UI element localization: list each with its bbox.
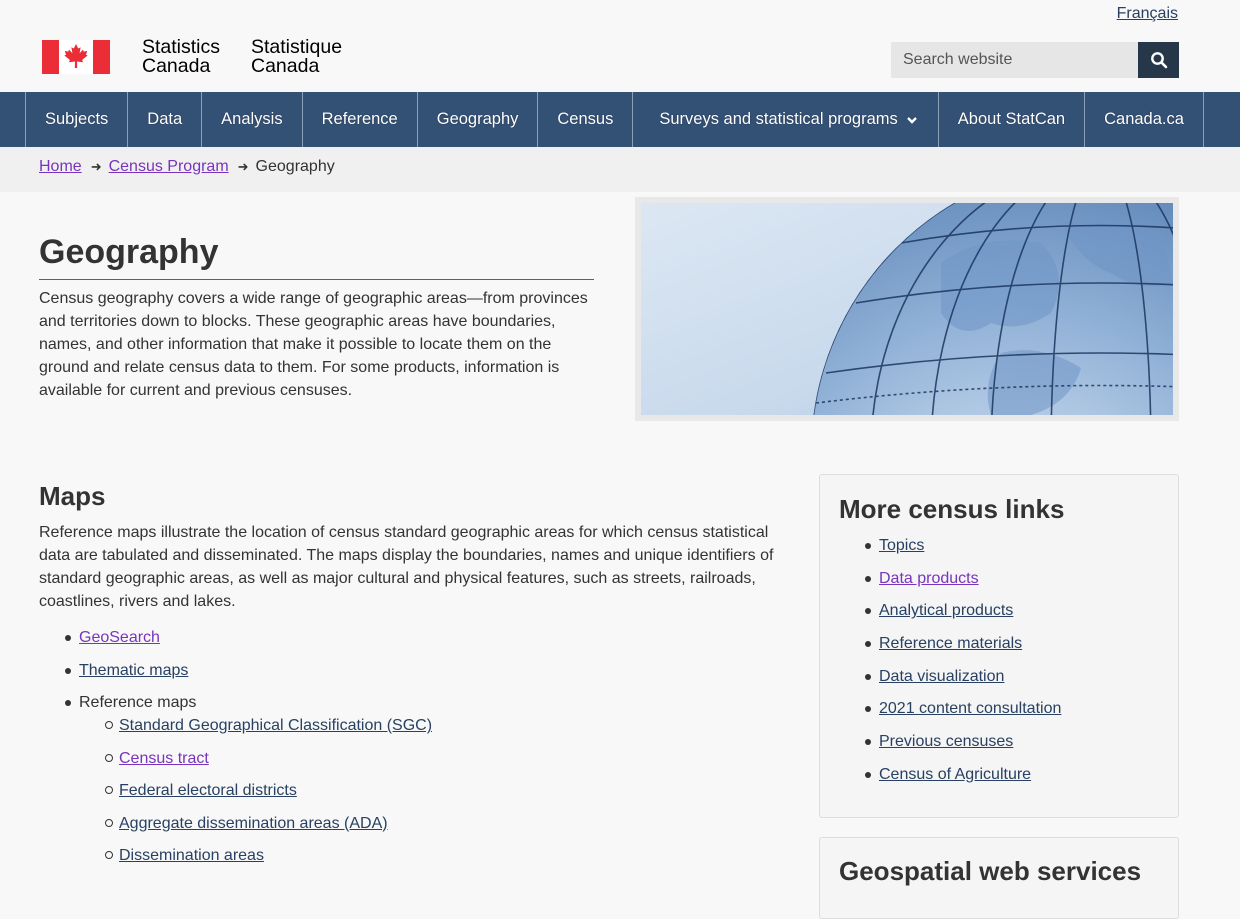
ada-link[interactable]: Aggregate dissemination areas (ADA) [119, 814, 388, 832]
list-item [39, 691, 432, 877]
nav-item-surveys-label: Surveys and statistical programs [659, 110, 898, 128]
list-item [839, 534, 1061, 567]
nav-item-geography[interactable]: Geography [436, 110, 519, 128]
hero-image-frame [635, 197, 1179, 421]
chevron-down-icon [906, 115, 918, 125]
canada-flag-icon [42, 40, 110, 74]
list-item [839, 567, 1061, 600]
list-item [839, 730, 1061, 763]
reference-maps-sublist [79, 714, 432, 877]
data-visualization-link[interactable]: Data visualization [879, 667, 1005, 685]
thematic-maps-link[interactable]: Thematic maps [79, 661, 189, 679]
list-item [79, 779, 432, 812]
geospatial-web-services-title: Geospatial web services [839, 856, 1142, 886]
main-navigation [0, 92, 1240, 147]
maps-list [39, 626, 432, 877]
nav-item-about-statcan[interactable]: About StatCan [957, 110, 1066, 128]
list-item [839, 632, 1061, 665]
nav-item-subjects[interactable]: Subjects [45, 110, 109, 128]
list-item [79, 812, 432, 845]
search-input[interactable] [891, 42, 1138, 78]
reference-materials-link[interactable]: Reference materials [879, 635, 1023, 653]
wordmark-en-line2: Canada [142, 55, 211, 77]
geospatial-web-services-panel [819, 837, 1179, 919]
topics-link[interactable]: Topics [879, 537, 925, 554]
maps-heading: Maps [39, 481, 106, 511]
more-census-links-title: More census links [839, 494, 1065, 524]
list-item [79, 844, 432, 877]
list-item [839, 763, 1061, 796]
list-item [39, 659, 432, 692]
list-item [79, 747, 432, 780]
title-rule [39, 279, 594, 280]
page-title: Geography [39, 233, 219, 271]
analytical-products-link[interactable]: Analytical products [879, 602, 1014, 620]
wordmark-fr-line1: Statistique [251, 36, 343, 58]
list-item [79, 714, 432, 747]
intro-paragraph: Census geography covers a wide range of geographic areas—from provinces and territories down to blocks. These geographic areas have boundaries, names, and other information that make it possible to locate them on the ground and relate census data to them. For some products, information is available for current and previous censuses. [39, 290, 588, 399]
census-of-agriculture-link[interactable]: Census of Agriculture [879, 765, 1032, 783]
federal-electoral-districts-link[interactable]: Federal electoral districts [119, 782, 297, 799]
census-tract-link[interactable]: Census tract [119, 749, 209, 767]
breadcrumb [0, 147, 1240, 192]
list-item [839, 665, 1061, 698]
wordmark-fr-line2: Canada [251, 55, 320, 77]
wordmark-en-line1: Statistics [142, 36, 221, 58]
dissemination-areas-link[interactable]: Dissemination areas [119, 847, 264, 864]
breadcrumb-arrow-icon: ➜ [90, 159, 102, 174]
more-census-links-list [839, 534, 1061, 796]
breadcrumb-current: Geography [255, 158, 335, 175]
nav-item-census[interactable]: Census [557, 110, 614, 128]
sgc-link[interactable]: Standard Geographical Classification (SGC) [119, 717, 433, 734]
nav-item-canada-ca[interactable]: Canada.ca [1104, 110, 1184, 128]
wordmark-english[interactable] [142, 38, 220, 76]
breadcrumb-home-link[interactable]: Home [39, 158, 82, 175]
language-toggle-link[interactable]: Français [1116, 5, 1178, 22]
breadcrumb-census-program-link[interactable]: Census Program [108, 158, 229, 175]
nav-item-data[interactable]: Data [147, 110, 183, 128]
breadcrumb-arrow-icon: ➜ [237, 159, 249, 174]
nav-item-analysis[interactable]: Analysis [221, 110, 283, 128]
nav-item-reference[interactable]: Reference [321, 110, 398, 128]
wordmark-french[interactable] [251, 38, 342, 76]
content-consultation-link[interactable]: 2021 content consultation [879, 700, 1062, 718]
geosearch-link[interactable]: GeoSearch [79, 629, 160, 646]
previous-censuses-link[interactable]: Previous censuses [879, 733, 1014, 751]
search-button[interactable] [1138, 42, 1179, 78]
globe-image [641, 203, 1173, 415]
search-icon [1150, 51, 1168, 69]
data-products-link[interactable]: Data products [879, 569, 979, 587]
list-item [39, 626, 432, 659]
nav-item-surveys[interactable] [633, 92, 937, 147]
list-item [839, 697, 1061, 730]
maps-paragraph: Reference maps illustrate the location of census standard geographic areas for which census statistical data are tabulated and disseminated. The maps display the boundaries, names and unique identifiers of standard geographic areas, as well as major cultural and physical features, such as streets, railroads, coastlines, rivers and lakes. [39, 524, 774, 610]
reference-maps-label: Reference maps [79, 694, 197, 711]
more-census-links-panel [819, 474, 1179, 818]
list-item [839, 599, 1061, 632]
